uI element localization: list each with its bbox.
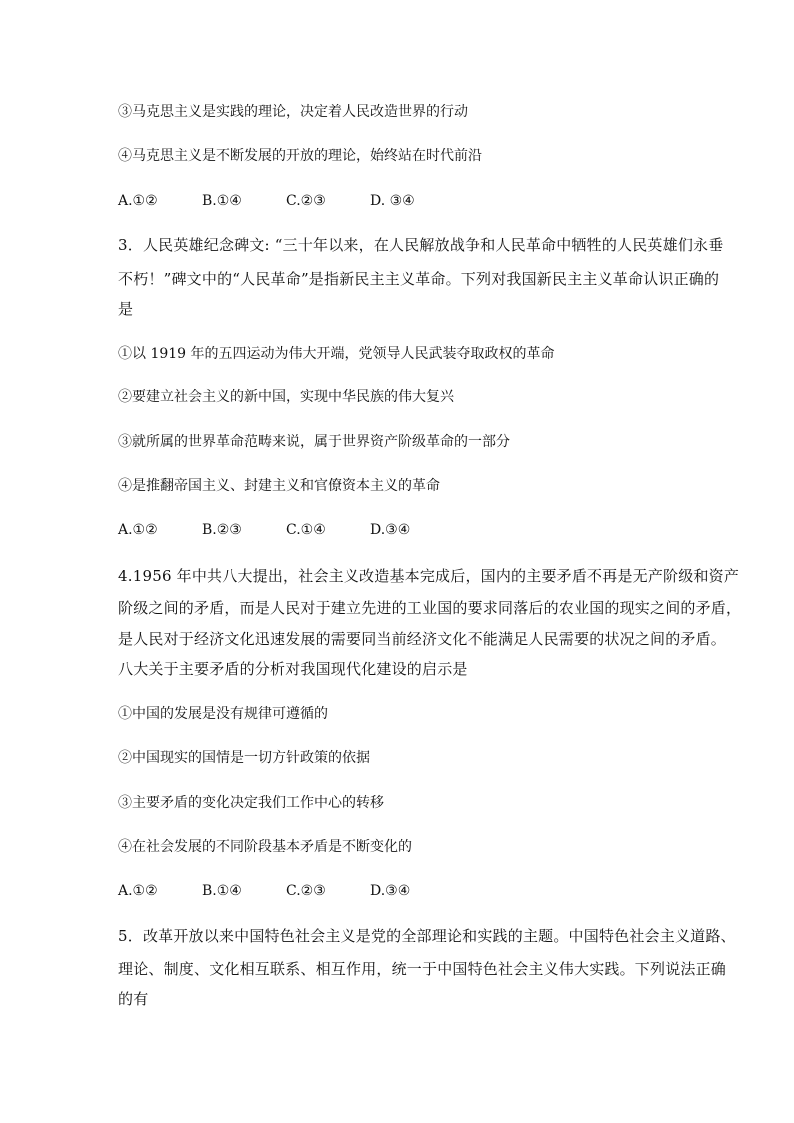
question-4-option-2: ②中国现实的国情是一切方针政策的依据 (118, 750, 370, 766)
choice-c: C.②③ (286, 193, 326, 209)
question-3-stem-line-3: 是 (118, 300, 134, 318)
question-4-option-1: ①中国的发展是没有规律可遵循的 (118, 706, 328, 722)
question-3-option-4: ④是推翻帝国主义、封建主义和官僚资本主义的革命 (118, 478, 440, 494)
question-4-option-3: ③主要矛盾的变化决定我们工作中心的转移 (118, 795, 384, 811)
question-3-option-2: ②要建立社会主义的新中国，实现中华民族的伟大复兴 (118, 389, 454, 405)
question-5-stem-line-3: 的有 (118, 990, 149, 1008)
question-5-stem-line-1: 5．改革开放以来中国特色社会主义是党的全部理论和实践的主题。中国特色社会主义道路、 (118, 927, 736, 945)
question-5-stem-line-2: 理论、制度、文化相互联系、相互作用，统一于中国特色社会主义伟大实践。下列说法正确 (118, 960, 727, 978)
choice-b: B.②③ (202, 522, 242, 538)
choice-d: D.③④ (370, 522, 411, 538)
choice-d: D.③④ (370, 883, 411, 899)
choice-c: C.②③ (286, 883, 326, 899)
question-3-option-3: ③就所属的世界革命范畴来说，属于世界资产阶级革命的一部分 (118, 434, 510, 450)
choice-b: B.①④ (202, 883, 242, 899)
question-4-stem-line-3: 是人民对于经济文化迅速发展的需要同当前经济文化不能满足人民需要的状况之间的矛盾。 (118, 630, 727, 648)
choice-a: A.①② (118, 193, 158, 209)
choice-a: A.①② (118, 883, 158, 899)
question-3-stem-line-2: 不朽！”碑文中的“人民革命”是指新民主主义革命。下列对我国新民主主义革命认识正确的 (118, 270, 720, 288)
prev-question-option-3: ③马克思主义是实践的理论，决定着人民改造世界的行动 (118, 104, 468, 120)
question-4-stem-line-2: 阶级之间的矛盾，而是人民对于建立先进的工业国的要求同落后的农业国的现实之间的矛盾， (118, 599, 742, 617)
question-4-stem-line-1: 4.1956 年中共八大提出，社会主义改造基本完成后，国内的主要矛盾不再是无产阶级和资产 (118, 567, 740, 585)
choice-c: C.①④ (286, 522, 326, 538)
question-3-option-1: ①以 1919 年的五四运动为伟大开端，党领导人民武装夺取政权的革命 (118, 346, 555, 362)
question-4-stem-line-4: 八大关于主要矛盾的分析对我国现代化建设的启示是 (118, 660, 468, 678)
choice-d: D. ③④ (370, 193, 415, 209)
question-4-option-4: ④在社会发展的不同阶段基本矛盾是不断变化的 (118, 839, 412, 855)
question-3-stem-line-1: 3．人民英雄纪念碑文: “三十年以来，在人民解放战争和人民革命中牺牲的人民英雄们永垂 (118, 236, 724, 254)
choice-b: B.①④ (202, 193, 242, 209)
prev-question-option-4: ④马克思主义是不断发展的开放的理论，始终站在时代前沿 (118, 148, 482, 164)
choice-a: A.①② (118, 522, 158, 538)
